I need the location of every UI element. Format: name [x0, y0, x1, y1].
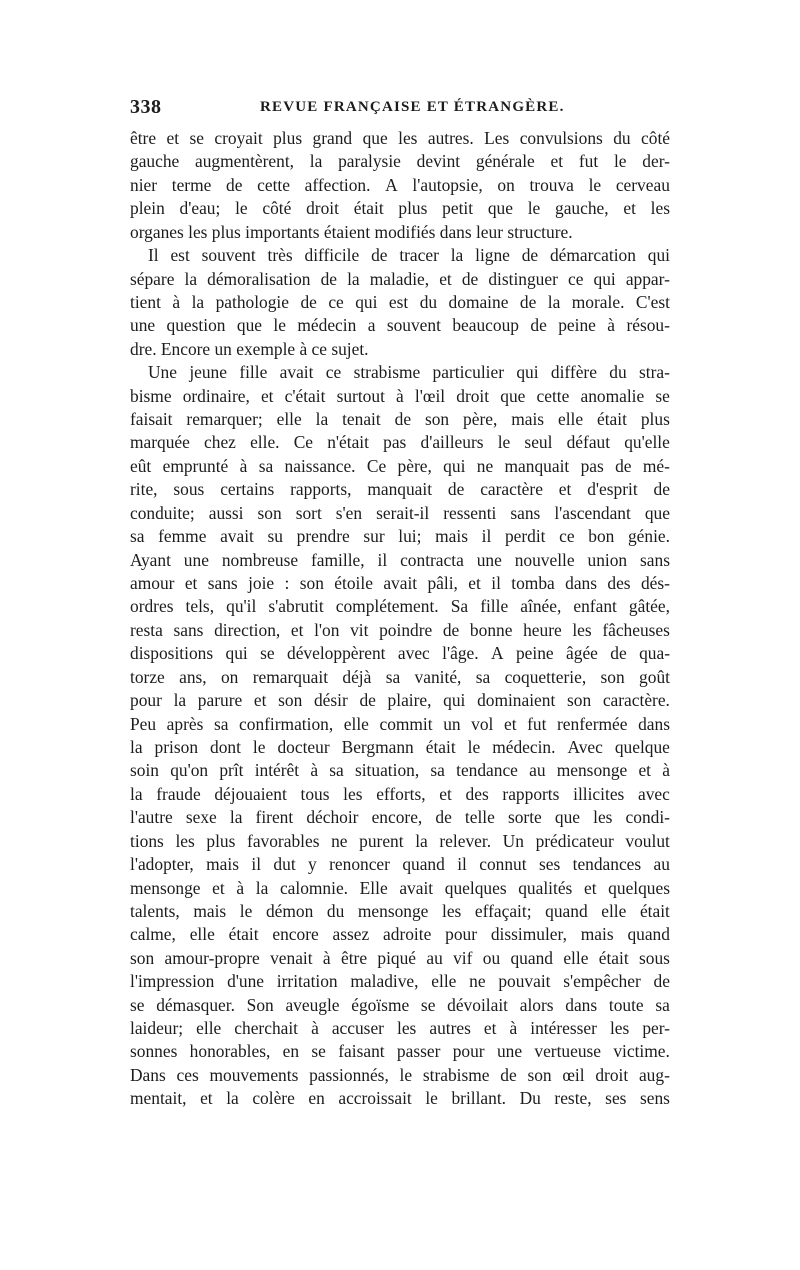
text-line: pour la parure et son désir de plaire, qui dominaient son caractère. [130, 690, 670, 711]
text-line: être et se croyait plus grand que les autres. Les convulsions du côté [130, 128, 670, 148]
text-line: ordres tels, qu'il s'abrutit complétement. Sa fille aînée, enfant gâtée, [130, 596, 670, 617]
text-line: eût emprunté à sa naissance. Ce père, qui ne manquait pas de mé- [130, 455, 670, 476]
text-line: une question que le médecin a souvent beaucoup de peine à résou- [130, 315, 670, 336]
text-line: dispositions qui se développèrent avec l'âge. A peine âgée de qua- [130, 643, 670, 664]
text-line: Ayant une nombreuse famille, il contracta une nouvelle union sans [130, 549, 670, 570]
text-line: faisait remarquer; elle la tenait de son père, mais elle était plus [130, 409, 670, 430]
text-line: Dans ces mouvements passionnés, le strabisme de son œil droit aug- [130, 1064, 670, 1085]
text-line: la prison dont le docteur Bergmann était le médecin. Avec quelque [130, 736, 670, 757]
text-line: organes les plus importants étaient modifiés dans leur structure. [130, 221, 573, 242]
body-text [130, 127, 670, 1111]
text-line: tions les plus favorables ne purent la relever. Un prédicateur voulut [130, 830, 670, 851]
text-line: l'adopter, mais il dut y renoncer quand il connut ses tendances au [130, 854, 670, 875]
page-number: 338 [130, 96, 162, 118]
text-line: Il est souvent très difficile de tracer la ligne de démarcation qui [148, 245, 670, 266]
text-line: plein d'eau; le côté droit était plus petit que le gauche, et les [130, 198, 670, 219]
journal-title: REVUE FRANÇAISE ET ÉTRANGÈRE. [260, 99, 565, 115]
text-line: laideur; elle cherchait à accuser les autres et à intéresser les per- [130, 1018, 670, 1039]
text-line: resta sans direction, et l'on vit poindre de bonne heure les fâcheuses [130, 619, 670, 640]
text-line: conduite; aussi son sort s'en serait-il ressenti sans l'ascendant que [130, 502, 670, 523]
text-line: mensonge et à la calomnie. Elle avait quelques qualités et quelques [130, 877, 670, 898]
text-line: sépare la démoralisation de la maladie, et de distinguer ce qui appar- [130, 268, 670, 289]
text-line: son amour-propre venait à être piqué au vif ou quand elle était sous [130, 947, 670, 968]
text-line: Une jeune fille avait ce strabisme particulier qui diffère du stra- [148, 362, 670, 383]
text-line: se démasquer. Son aveugle égoïsme se dévoilait alors dans toute sa [130, 994, 670, 1015]
text-line: amour et sans joie : son étoile avait pâli, et il tomba dans des dés- [130, 573, 670, 594]
text-line: la fraude déjouaient tous les efforts, et des rapports illicites avec [130, 783, 670, 804]
text-line: nier terme de cette affection. A l'autopsie, on trouva le cerveau [130, 174, 670, 195]
text-line: tient à la pathologie de ce qui est du domaine de la morale. C'est [130, 291, 670, 312]
text-line: torze ans, on remarquait déjà sa vanité, sa coquetterie, son goût [130, 666, 670, 687]
text-line: talents, mais le démon du mensonge les effaçait; quand elle était [130, 900, 670, 921]
text-line: marquée chez elle. Ce n'était pas d'ailleurs le seul défaut qu'elle [130, 432, 670, 453]
text-line: bisme ordinaire, et c'était surtout à l'œil droit que cette anomalie se [130, 385, 670, 406]
text-line: l'autre sexe la firent déchoir encore, de telle sorte que les condi- [130, 807, 670, 828]
text-line: sonnes honorables, en se faisant passer pour une vertueuse victime. [130, 1041, 670, 1062]
text-line: rite, sous certains rapports, manquait de caractère et d'esprit de [130, 479, 670, 500]
running-head [130, 96, 670, 120]
text-line: l'impression d'une irritation maladive, elle ne pouvait s'empêcher de [130, 971, 670, 992]
text-line: gauche augmentèrent, la paralysie devint générale et fut le der- [130, 151, 670, 172]
text-line: dre. Encore un exemple à ce sujet. [130, 338, 369, 359]
text-line: soin qu'on prît intérêt à sa situation, sa tendance au mensonge et à [130, 760, 670, 781]
text-line: Peu après sa confirmation, elle commit un vol et fut renfermée dans [130, 713, 670, 734]
text-line: calme, elle était encore assez adroite pour dissimuler, mais quand [130, 924, 670, 945]
text-line: mentait, et la colère en accroissait le brillant. Du reste, ses sens [130, 1088, 670, 1109]
text-line: sa femme avait su prendre sur lui; mais il perdit ce bon génie. [130, 526, 670, 547]
